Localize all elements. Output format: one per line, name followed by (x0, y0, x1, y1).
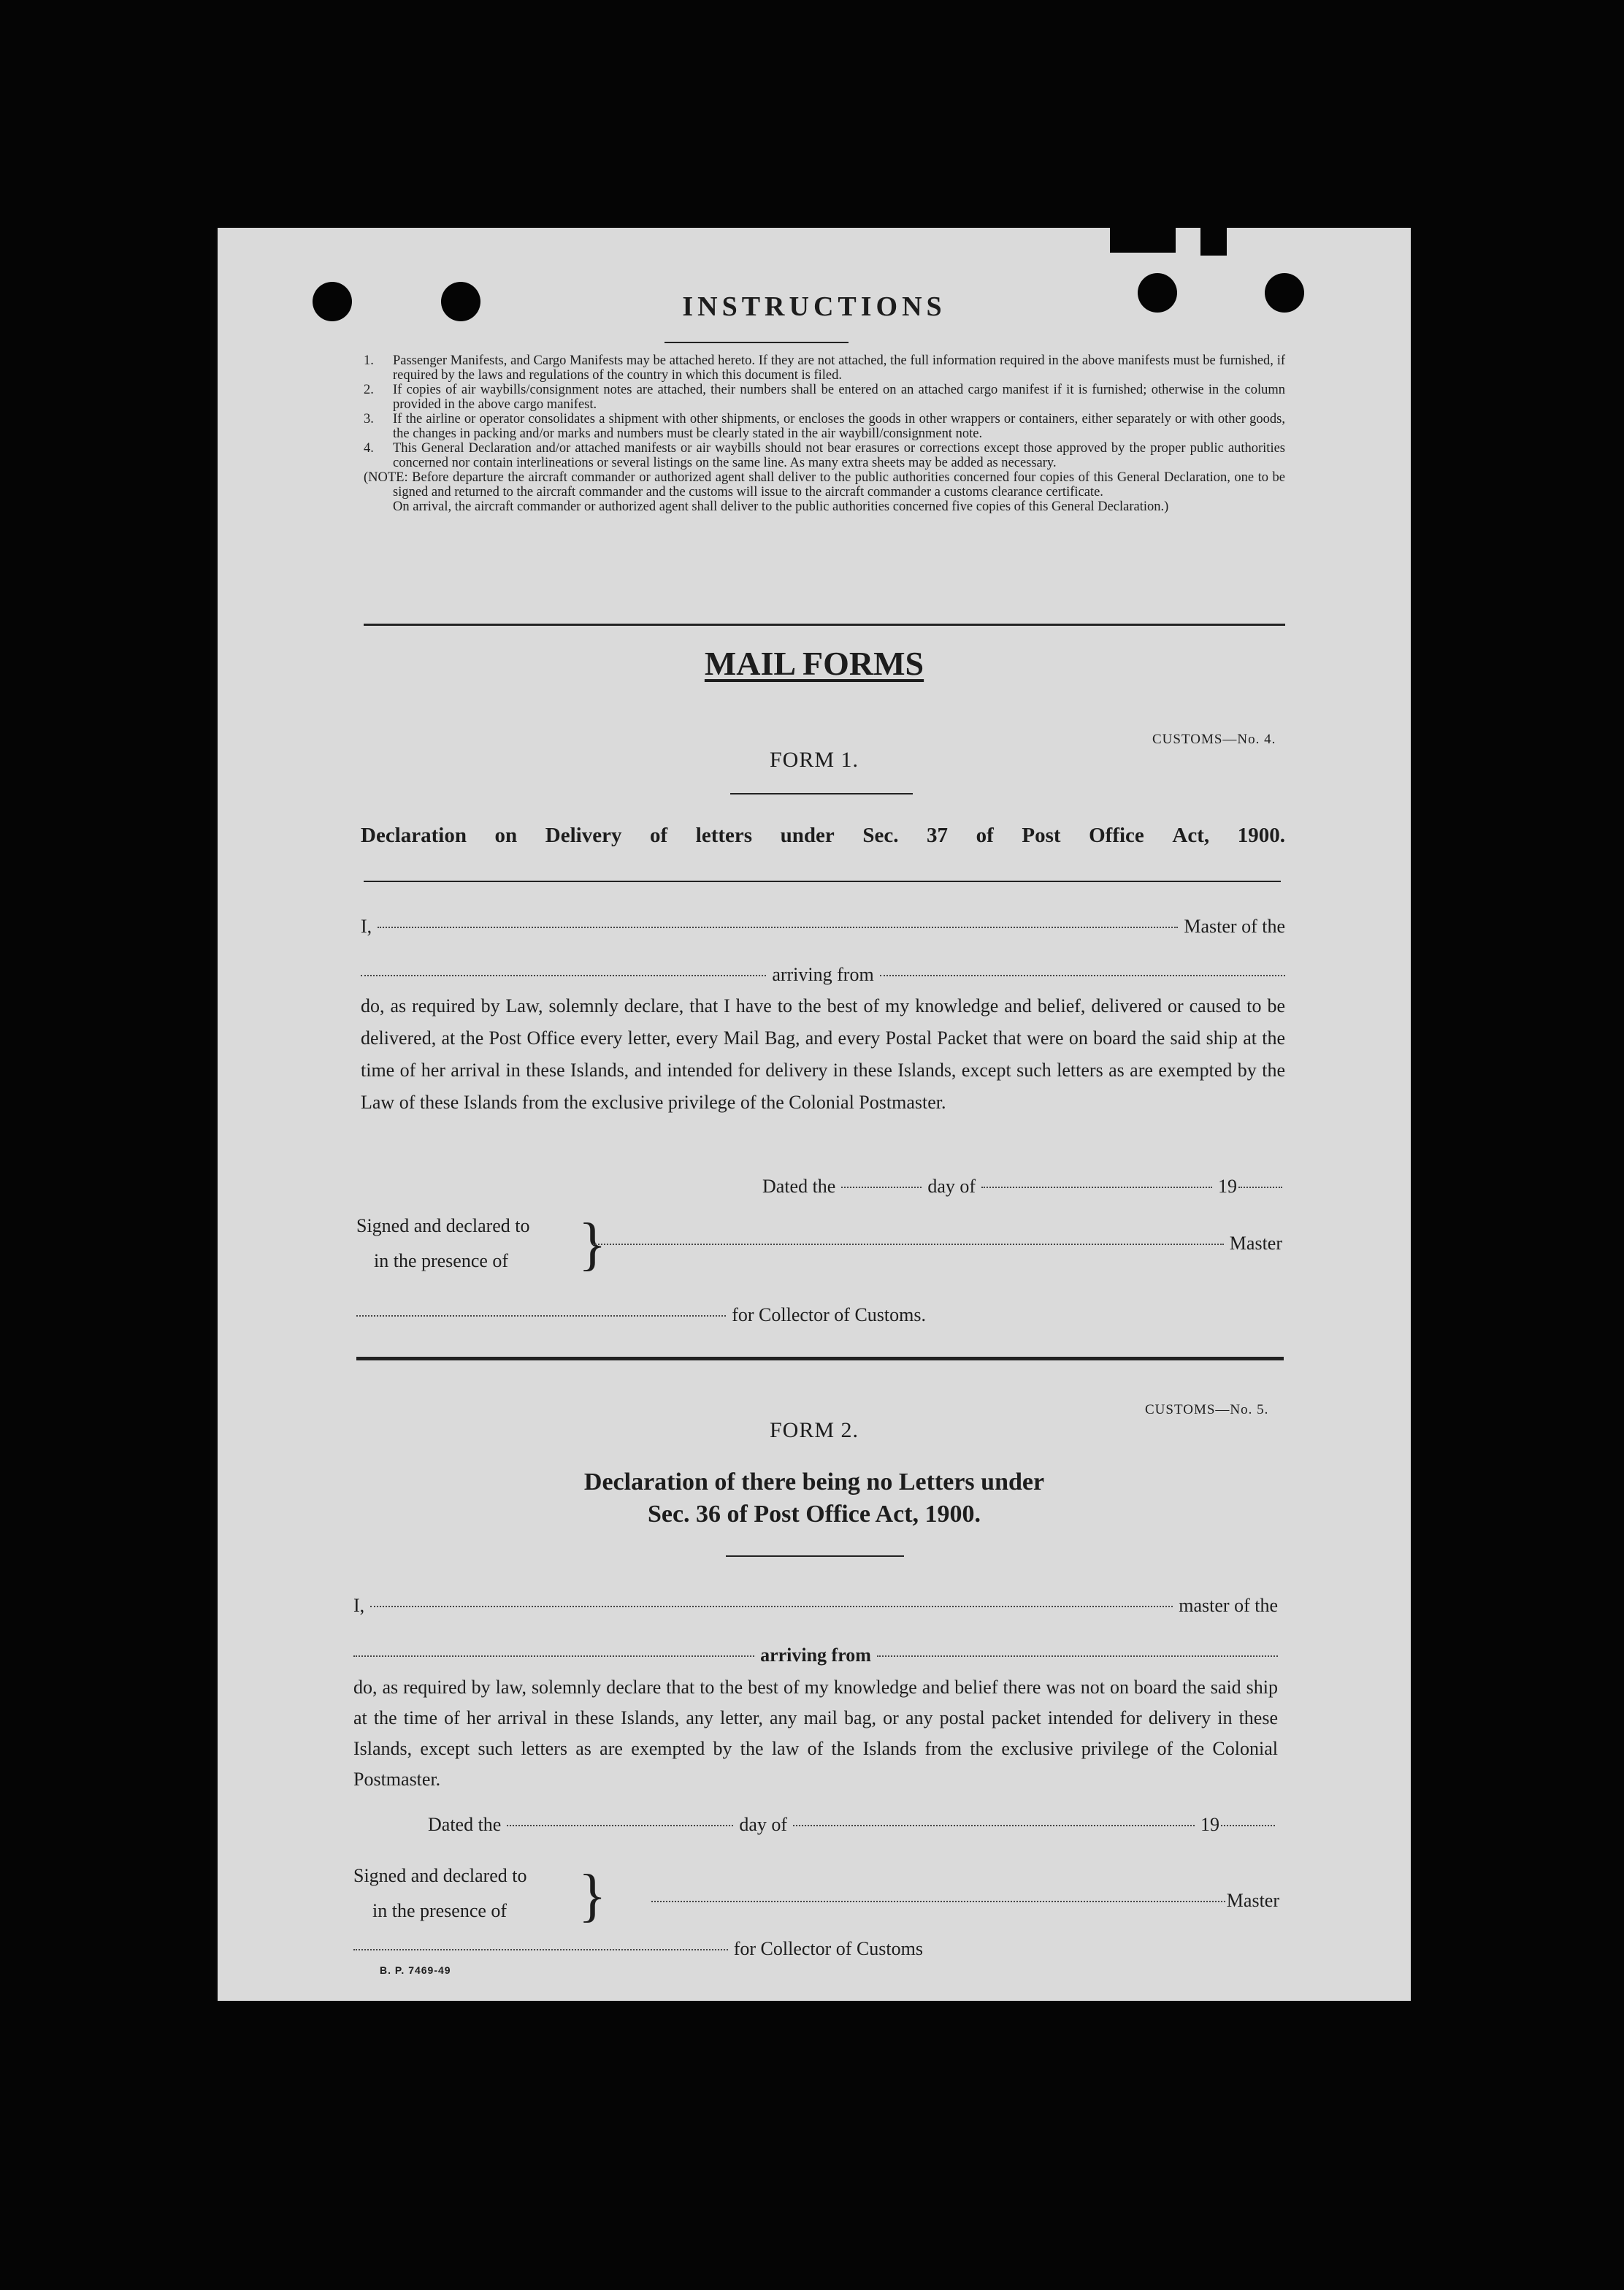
form-divider-rule (356, 1357, 1284, 1360)
form2-collector-line: for Collector of Customs (353, 1938, 923, 1960)
instruction-item: 1. Passenger Manifests, and Cargo Manifests may be attached hereto. If they are not attached, the full information required in the above manifests must be furnished, if required by the laws and regulations of the country in which this document is filed. (364, 353, 1285, 383)
form1-body-text: do, as required by Law, solemnly declare, that I have to the best of my knowledge and belief, delivered or caused to be delivered, at the Post Office every letter, every Mail Bag, and every Postal Packet that were on board the said ship at the time of her arrival in these Islands, and intended for delivery in these Islands, except such letters as are exempted by the Law of these Islands from the exclusive privilege of the Colonial Postmaster. (361, 995, 1285, 1113)
form2-date-field[interactable] (507, 1825, 733, 1826)
decl-word: letters (695, 824, 753, 847)
form1-customs-number: CUSTOMS—No. 4. (1152, 732, 1276, 747)
form2-title-rule (726, 1555, 904, 1557)
decl-word: Declaration (361, 824, 467, 847)
form2-arriving-line: arriving from (353, 1644, 1278, 1666)
decl-word: of (976, 824, 994, 847)
decl-word: 1900. (1237, 824, 1285, 847)
instructions-list (364, 353, 1285, 514)
form1-date-field[interactable] (841, 1187, 922, 1188)
form1-collector-line: for Collector of Customs. (356, 1304, 926, 1326)
form2-name-field[interactable] (370, 1606, 1173, 1607)
decl-word: of (650, 824, 668, 847)
torn-edge-notch-2 (1200, 225, 1227, 256)
form2-declaration-line1: Declaration of there being no Letters under (583, 1468, 1045, 1496)
form2-year-field[interactable] (1221, 1825, 1275, 1826)
form1-declaration-heading (361, 824, 1285, 848)
form1-name-field[interactable] (378, 927, 1178, 928)
form1-month-field[interactable] (981, 1187, 1212, 1188)
form1-title: FORM 1. (769, 748, 859, 772)
form1-master-sign-line: Master (593, 1233, 1282, 1255)
form1-origin-field[interactable] (880, 975, 1285, 976)
form2-collector-signature-field[interactable] (353, 1949, 728, 1950)
form1-title-rule (730, 793, 913, 794)
form2-month-field[interactable] (793, 1825, 1195, 1826)
decl-word: Post (1022, 824, 1061, 847)
decl-word: Office (1089, 824, 1144, 847)
instructions-title: INSTRUCTIONS (682, 291, 946, 322)
mail-forms-title: MAIL FORMS (704, 645, 924, 682)
form1-year-field[interactable] (1238, 1187, 1282, 1188)
form1-signed-line2: in the presence of (374, 1250, 509, 1271)
instruction-item: 3. If the airline or operator consolidates a shipment with other shipments, or encloses the goods in other wrappers or containers, either separately or with other goods, the changes in packing and/or marks and numbers must be clearly stated in the air waybill/consignment note. (364, 412, 1285, 441)
form2-master-signature-field[interactable] (651, 1901, 1225, 1902)
form2-dated-line: Dated the day of 19 (428, 1814, 1275, 1836)
form1-master-signature-field[interactable] (593, 1244, 1224, 1245)
torn-edge-notch (1110, 225, 1176, 253)
form2-body-text: do, as required by law, solemnly declare that to the best of my knowledge and belief there was not on board the said ship at the time of her arrival in these Islands, any letter, any mail bag, or any postal packet intended for delivery in these Islands, except such letters as are exempted by the law of the Islands from the exclusive privilege of the Colonial Postmaster. (353, 1677, 1278, 1790)
document-page (218, 228, 1411, 2001)
form2-signed-line2: in the presence of (372, 1900, 508, 1921)
form2-origin-field[interactable] (877, 1655, 1278, 1657)
form2-ship-field[interactable] (353, 1655, 754, 1657)
instructions-bottom-rule (364, 624, 1285, 626)
form2-title: FORM 2. (769, 1418, 859, 1442)
instruction-item: 4. This General Declaration and/or attached manifests or air waybills should not bear erasures or corrections except those approved by the proper public authorities concerned nor contain interlineations or several listings on the same line. As many extra sheets may be added as necessary. (364, 441, 1285, 470)
form1-signed-line1: Signed and declared to (356, 1215, 530, 1236)
decl-word: 37 (927, 824, 949, 847)
form2-brace: } (578, 1864, 607, 1928)
instruction-item: 2. If copies of air waybills/consignment notes are attached, their numbers shall be entered on an attached cargo manifest if it is furnished; otherwise in the column provided in the above cargo manifest. (364, 383, 1285, 412)
form1-ship-field[interactable] (361, 975, 766, 976)
decl-word: Sec. (862, 824, 899, 847)
print-code: B. P. 7469-49 (380, 1964, 451, 1976)
decl-word: Act, (1172, 824, 1210, 847)
decl-word: on (494, 824, 518, 847)
decl-word: under (780, 824, 835, 847)
form2-customs-number: CUSTOMS—No. 5. (1145, 1402, 1269, 1417)
instruction-note-2: On arrival, the aircraft commander or authorized agent shall deliver to the public authorities concerned five copies of this General Declaration.) (393, 499, 1169, 514)
form2-declaration-line2: Sec. 36 of Post Office Act, 1900. (647, 1501, 981, 1528)
instructions-title-rule (664, 342, 849, 343)
form1-brace: } (578, 1212, 607, 1276)
form1-dated-line: Dated the day of 19 (762, 1176, 1282, 1198)
form1-master-line: I, Master of the (361, 916, 1285, 937)
form2-master-line: I, master of the (353, 1595, 1278, 1616)
form1-collector-signature-field[interactable] (356, 1315, 726, 1317)
decl-word: Delivery (545, 824, 622, 847)
form2-master-sign-line: Master (651, 1890, 1279, 1912)
form2-signed-line1: Signed and declared to (353, 1865, 527, 1886)
form1-arriving-line: arriving from (361, 964, 1285, 986)
instruction-note: (NOTE: Before departure the aircraft commander or authorized agent shall deliver to the public authorities concerned four copies of this General Declaration, one to be signed and returned to the aircraft commander and the customs will issue to the aircraft commander a customs clearance certificate. (364, 470, 1285, 499)
form1-heading-rule (364, 881, 1281, 882)
